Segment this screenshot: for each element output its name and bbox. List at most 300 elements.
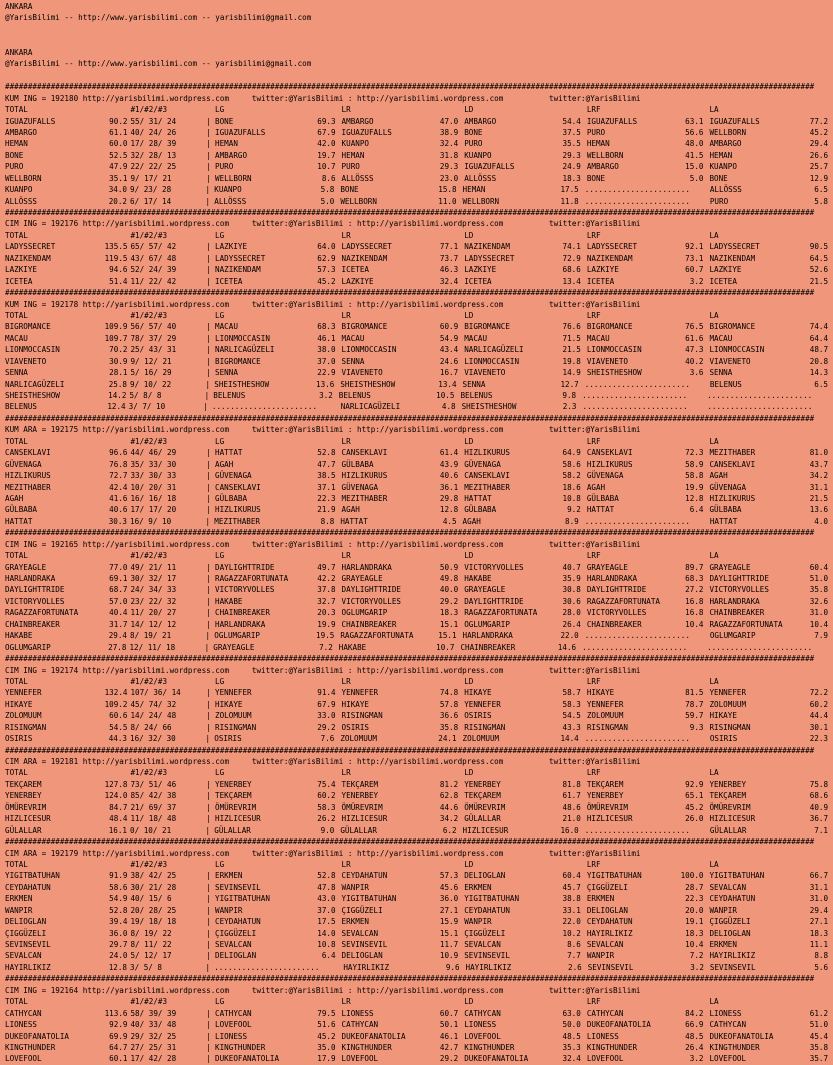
ld-value: 35.5 bbox=[562, 139, 581, 149]
column-divider: | bbox=[206, 1020, 211, 1030]
lr-value: 15.8 bbox=[438, 185, 457, 195]
lrf-horse: GRAYEAGLE bbox=[586, 562, 628, 572]
horse-name: GRAYEAGLE bbox=[5, 562, 47, 572]
lg-horse: ALLÖSSS bbox=[214, 196, 247, 206]
la-value: 13.6 bbox=[809, 505, 829, 515]
lg-value: 8.6 bbox=[321, 173, 336, 183]
table-row bbox=[5, 333, 828, 344]
la-horse: YENNEFER bbox=[709, 688, 747, 698]
la-horse: ALLÖSSS bbox=[709, 185, 742, 195]
ld-value: 16.0 bbox=[560, 825, 579, 835]
placings: 35/ 33/ 30 bbox=[130, 459, 177, 469]
placings: 6/ 17/ 14 bbox=[130, 196, 172, 206]
horse-name: CATHYCAN bbox=[5, 1008, 42, 1018]
lg-value: 43.0 bbox=[317, 894, 336, 904]
lr-value: 60.9 bbox=[439, 322, 459, 332]
ld-horse: BIGROMANCE bbox=[464, 322, 510, 332]
lrf-horse: HIKAYE bbox=[586, 688, 615, 698]
lr-value: 32.4 bbox=[439, 139, 459, 149]
la-value: 4.0 bbox=[814, 516, 828, 526]
table-row bbox=[5, 710, 828, 721]
placings: 40/ 33/ 48 bbox=[130, 1020, 177, 1030]
lr-value: 42.7 bbox=[439, 1042, 459, 1052]
table-row bbox=[5, 607, 828, 618]
ld-horse: HATTAT bbox=[464, 493, 492, 503]
lr-horse: OGLUMGARIP bbox=[341, 608, 388, 618]
column-header: LA bbox=[709, 310, 719, 320]
lr-value: 50.1 bbox=[439, 1020, 459, 1030]
column-header bbox=[554, 767, 581, 778]
la-horse: WANPIR bbox=[709, 905, 737, 915]
table-row bbox=[5, 642, 828, 653]
column-header bbox=[431, 859, 458, 870]
ld-horse: CATHYCAN bbox=[464, 1008, 501, 1018]
column-header: LD bbox=[464, 310, 474, 320]
column-header bbox=[94, 676, 127, 687]
lr-horse: LOVEFOOL bbox=[341, 1054, 379, 1064]
column-divider: | bbox=[205, 516, 211, 526]
lrf-value: 28.7 bbox=[685, 882, 704, 892]
lrf-horse: MACAU bbox=[586, 333, 610, 343]
horse-name: ÇIGGÜZELI bbox=[5, 928, 47, 938]
race-section bbox=[5, 81, 828, 207]
horse-name: SEVALCAN bbox=[5, 951, 42, 961]
placings: 55/ 31/ 24 bbox=[130, 116, 177, 126]
lr-horse: BELENUS bbox=[338, 391, 371, 400]
ld-value: 14.4 bbox=[560, 734, 579, 744]
lr-value: 43.4 bbox=[439, 345, 459, 355]
lrf-value: 92.9 bbox=[685, 779, 704, 789]
lr-horse: ERKMEN bbox=[341, 917, 369, 927]
lg-value: 10.8 bbox=[317, 940, 336, 949]
ld-value: 37.5 bbox=[562, 127, 581, 137]
horse-name: HAYIRLIKIZ bbox=[5, 962, 51, 972]
placings: 24/ 34/ 33 bbox=[130, 585, 177, 595]
lrf-value: 26.0 bbox=[685, 814, 704, 824]
column-header-row bbox=[5, 310, 828, 321]
lrf-horse: LAZKIYE bbox=[586, 265, 619, 275]
separator-line: ################################################################################################################################################################################# bbox=[5, 745, 815, 755]
table-row bbox=[5, 722, 828, 733]
lrf-value: 40.2 bbox=[685, 356, 704, 366]
lg-value: 8.8 bbox=[320, 516, 335, 526]
lrf-horse: GÜVENAGA bbox=[586, 471, 624, 481]
lr-horse: RISINGMAN bbox=[341, 711, 383, 721]
total-score: 60.0 bbox=[109, 139, 128, 149]
race-sections bbox=[5, 81, 828, 1065]
lrf-value bbox=[674, 642, 701, 653]
ld-value: 2.6 bbox=[568, 962, 582, 972]
la-value: 75.8 bbox=[809, 779, 829, 789]
lg-horse: OGLUMGARIP bbox=[214, 631, 260, 641]
lg-horse: CEYDAHATUN bbox=[215, 917, 261, 927]
la-value: 35.8 bbox=[809, 1042, 829, 1052]
lr-value: 29.2 bbox=[439, 596, 459, 606]
ld-value: 11.8 bbox=[560, 196, 579, 206]
lg-horse: BIGROMANCE bbox=[215, 356, 261, 366]
ld-value: 71.5 bbox=[562, 333, 581, 343]
ld-horse: RISINGMAN bbox=[464, 722, 506, 732]
lrf-value bbox=[677, 379, 704, 390]
lg-value: 45.2 bbox=[317, 276, 336, 286]
lg-value: 52.8 bbox=[317, 448, 336, 458]
la-horse: SEVALCAN bbox=[709, 882, 747, 892]
la-horse: HIZLICESUR bbox=[709, 814, 756, 824]
lrf-horse: KINGTHUNDER bbox=[586, 1042, 638, 1052]
total-score: 12.4 bbox=[107, 402, 126, 412]
lrf-value: 45.2 bbox=[685, 802, 704, 812]
column-header bbox=[308, 104, 335, 115]
la-value: 68.6 bbox=[809, 791, 829, 801]
ld-value: 24.9 bbox=[562, 162, 581, 172]
horse-name: GÜLALLAR bbox=[5, 825, 42, 835]
lrf-horse: DAYLIGHTTRIDE bbox=[586, 585, 647, 595]
lrf-value bbox=[677, 630, 704, 641]
la-horse: YIGITBATUHAN bbox=[709, 871, 765, 881]
lrf-horse: NAZIKENDAM bbox=[586, 253, 633, 263]
column-header bbox=[308, 550, 335, 561]
lr-horse: OSIRIS bbox=[341, 722, 369, 732]
ld-horse: KUANPO bbox=[464, 150, 492, 160]
column-header bbox=[431, 550, 458, 561]
lr-value: 4.5 bbox=[442, 516, 457, 526]
lg-horse: SENNA bbox=[215, 368, 238, 378]
column-header: LR bbox=[341, 768, 351, 778]
horse-name: BONE bbox=[5, 150, 24, 160]
column-header bbox=[206, 996, 215, 1007]
column-header bbox=[206, 310, 215, 321]
placings: 16/ 9/ 10 bbox=[130, 516, 172, 526]
la-value: 31.0 bbox=[809, 608, 829, 618]
lr-value: 12.8 bbox=[439, 505, 459, 515]
column-header: LG bbox=[215, 551, 225, 561]
total-score: 44.3 bbox=[108, 734, 128, 744]
total-score: 28.1 bbox=[109, 368, 128, 378]
lrf-value: 78.7 bbox=[685, 699, 704, 709]
lg-horse: ....................... bbox=[214, 962, 320, 972]
placings: 49/ 21/ 11 bbox=[130, 562, 177, 572]
la-horse: SEVINSEVIL bbox=[709, 962, 756, 972]
ld-value: 54.4 bbox=[562, 116, 581, 126]
lr-horse: GRAYEAGLE bbox=[341, 574, 383, 583]
lg-horse: HATTAT bbox=[215, 448, 243, 458]
placings: 38/ 42/ 25 bbox=[130, 871, 177, 881]
ld-horse: NAZIKENDAM bbox=[464, 242, 510, 252]
lrf-horse: YENNEFER bbox=[586, 699, 624, 709]
la-horse: CANSEKLAVI bbox=[709, 459, 756, 469]
lg-horse: RISINGMAN bbox=[215, 722, 257, 732]
column-header-row bbox=[5, 859, 828, 870]
lr-horse: ÖMÜREVRIM bbox=[341, 802, 383, 812]
la-horse: CHAINBREAKER bbox=[709, 608, 765, 618]
total-score: 16.1 bbox=[108, 825, 128, 835]
placings: 25/ 43/ 31 bbox=[130, 345, 177, 355]
horse-name: GÜLBABA bbox=[5, 505, 38, 515]
horse-name: BIGROMANCE bbox=[5, 322, 51, 332]
la-horse: CEYDAHATUN bbox=[709, 894, 756, 904]
table-row bbox=[5, 596, 828, 607]
column-header bbox=[799, 996, 828, 1007]
la-horse: AGAH bbox=[709, 471, 728, 481]
column-header: #1/#2/#3 bbox=[130, 859, 168, 869]
column-header: LR bbox=[341, 310, 351, 320]
horse-name: ALLÖSSS bbox=[5, 196, 38, 206]
table-row bbox=[5, 138, 828, 149]
column-header bbox=[676, 767, 703, 778]
ld-horse: GÜVENAGA bbox=[464, 459, 501, 469]
lrf-horse: ....................... bbox=[584, 734, 690, 744]
lrf-horse: ZOLOMUUM bbox=[586, 711, 624, 721]
placings: 5/ 16/ 29 bbox=[130, 368, 172, 378]
lg-value: 26.2 bbox=[317, 814, 336, 824]
lg-value: 5.0 bbox=[320, 196, 335, 206]
table-row bbox=[5, 379, 828, 390]
la-value: 26.6 bbox=[809, 150, 829, 160]
column-header bbox=[431, 310, 458, 321]
la-value: 14.3 bbox=[809, 368, 829, 378]
horse-name: DELIOGLAN bbox=[5, 917, 47, 927]
lrf-value: 16.8 bbox=[685, 596, 704, 606]
lg-value: 20.3 bbox=[317, 608, 336, 618]
placings: 8/ 19/ 21 bbox=[130, 631, 172, 641]
table-row bbox=[5, 950, 828, 961]
lr-horse: CHAINBREAKER bbox=[341, 619, 397, 629]
la-value: 64.4 bbox=[809, 333, 829, 343]
ld-value: 8.6 bbox=[567, 940, 581, 949]
column-header bbox=[799, 676, 828, 687]
horse-name: HARLANDRAKA bbox=[5, 574, 56, 583]
lrf-horse: HAYIRLIKIZ bbox=[586, 928, 633, 938]
race-title: KUM ING = 192180 http://yarisbilimi.wordpress.com twitter:@YarisBilimi : http://yarisbilimi.wordpress.com twitter:@YarisBilimi bbox=[5, 93, 641, 103]
lr-value: 38.9 bbox=[439, 127, 459, 137]
total-score: 94.6 bbox=[109, 265, 128, 275]
placings: 27/ 25/ 31 bbox=[130, 1042, 177, 1052]
lg-value: 9.0 bbox=[320, 825, 335, 835]
column-header-row bbox=[5, 230, 828, 241]
column-header bbox=[308, 676, 335, 687]
placings: 107/ 36/ 14 bbox=[130, 688, 181, 698]
table-row bbox=[5, 356, 828, 367]
la-value: 6.5 bbox=[814, 379, 828, 389]
column-divider: | bbox=[206, 722, 211, 732]
placings: 5/ 12/ 17 bbox=[130, 951, 172, 961]
lr-value: 32.4 bbox=[439, 276, 459, 286]
la-value: 29.4 bbox=[809, 905, 829, 915]
table-row bbox=[5, 630, 828, 641]
horse-name: CHAINBREAKER bbox=[5, 619, 60, 629]
la-value: 32.6 bbox=[809, 596, 829, 606]
horse-name: CANSEKLAVI bbox=[5, 448, 51, 458]
lrf-horse: SHEISTHESHOW bbox=[586, 368, 642, 378]
column-header: LD bbox=[464, 551, 474, 561]
lrf-value: 92.1 bbox=[685, 242, 704, 252]
blank-line bbox=[5, 70, 828, 81]
ld-value: 68.6 bbox=[562, 265, 581, 275]
table-row bbox=[5, 482, 828, 493]
total-score: 77.0 bbox=[109, 562, 128, 572]
column-header bbox=[308, 436, 335, 447]
contact-line: @YarisBilimi -- http://www.yarisbilimi.com -- yarisbilimi@gmail.com bbox=[5, 13, 312, 23]
la-horse: ZOLOMUUM bbox=[709, 699, 747, 709]
total-score: 54.9 bbox=[109, 894, 128, 904]
column-divider: | bbox=[206, 1054, 211, 1064]
lr-value: 34.2 bbox=[439, 814, 459, 824]
race-section bbox=[5, 287, 828, 413]
lrf-horse: CATHYCAN bbox=[586, 1008, 624, 1018]
la-horse: VIAVENETO bbox=[709, 356, 751, 366]
lr-value: 31.8 bbox=[439, 150, 459, 160]
ld-value: 58.7 bbox=[562, 688, 581, 698]
la-horse: GÜLBABA bbox=[709, 505, 742, 515]
lr-value: 13.4 bbox=[438, 379, 457, 389]
column-divider: | bbox=[206, 1008, 211, 1018]
lg-value: 14.0 bbox=[317, 928, 336, 938]
total-score: 20.2 bbox=[108, 196, 128, 206]
lg-value: 69.3 bbox=[317, 116, 336, 126]
ld-value: 30.8 bbox=[562, 585, 581, 595]
lr-value: 15.1 bbox=[438, 631, 457, 641]
lr-horse: DAYLIGHTTRIDE bbox=[341, 585, 401, 595]
race-title: CIM ARA = 192179 http://yarisbilimi.wordpress.com twitter:@YarisBilimi : http://yarisbilimi.wordpress.com twitter:@YarisBilimi bbox=[5, 848, 641, 858]
column-divider: | bbox=[206, 471, 211, 481]
la-value: 12.9 bbox=[809, 173, 829, 183]
lrf-value: 3.2 bbox=[689, 1054, 704, 1064]
la-horse: GÜLALLAR bbox=[709, 825, 747, 835]
table-row bbox=[5, 1031, 828, 1042]
total-score: 127.8 bbox=[104, 779, 128, 789]
la-horse: HIZLIKURUS bbox=[709, 493, 756, 503]
lrf-horse: ICETEA bbox=[586, 276, 615, 286]
column-header bbox=[799, 310, 828, 321]
lrf-value: 10.4 bbox=[685, 619, 704, 629]
column-header: TOTAL bbox=[5, 436, 28, 446]
lg-horse: DUKEOFANATOLIA bbox=[215, 1054, 280, 1064]
ld-horse: DUKEOFANATOLIA bbox=[464, 1054, 529, 1064]
column-divider: | bbox=[206, 802, 211, 812]
ld-horse: SENNA bbox=[462, 379, 486, 389]
lr-value: 81.2 bbox=[439, 779, 459, 789]
lrf-horse: TEKÇAREM bbox=[586, 779, 624, 789]
lr-value: 46.1 bbox=[439, 1031, 459, 1041]
table-row bbox=[5, 825, 828, 836]
ld-value: 48.6 bbox=[562, 802, 581, 812]
lrf-value: 6.4 bbox=[689, 505, 704, 515]
lr-value: 60.7 bbox=[439, 1008, 459, 1018]
lg-horse: AMBARGO bbox=[215, 150, 248, 160]
lrf-value: 18.3 bbox=[685, 928, 704, 938]
la-horse: PURO bbox=[709, 196, 729, 206]
lr-horse: TEKÇAREM bbox=[341, 779, 379, 789]
la-horse: IGUAZUFALLS bbox=[709, 116, 760, 126]
placings: 8/ 19/ 22 bbox=[130, 928, 172, 938]
column-divider: | bbox=[206, 493, 211, 503]
total-score: 41.6 bbox=[109, 493, 128, 503]
la-value: 60.2 bbox=[809, 699, 829, 709]
column-header: LD bbox=[464, 436, 474, 446]
ld-value: 58.2 bbox=[562, 471, 581, 481]
column-header bbox=[431, 104, 458, 115]
total-score: 34.0 bbox=[108, 185, 128, 195]
la-value: 21.5 bbox=[809, 493, 829, 503]
total-score: 132.4 bbox=[104, 688, 128, 698]
la-value: 72.2 bbox=[809, 688, 829, 698]
lg-value bbox=[308, 401, 335, 412]
lrf-value: 3.2 bbox=[689, 276, 704, 286]
lg-horse: NARLICAGÜZELI bbox=[215, 345, 275, 355]
table-row bbox=[5, 344, 828, 355]
lrf-value bbox=[677, 516, 704, 527]
lg-value: 22.3 bbox=[317, 493, 336, 503]
column-header: #1/#2/#3 bbox=[130, 310, 168, 320]
lrf-horse: ....................... bbox=[584, 825, 690, 835]
placings: 20/ 28/ 25 bbox=[130, 905, 177, 915]
horse-name: CEYDAHATUN bbox=[5, 882, 51, 892]
la-horse: SENNA bbox=[709, 368, 733, 378]
table-row bbox=[5, 276, 828, 287]
column-divider: | bbox=[206, 139, 211, 149]
table-row bbox=[5, 253, 828, 264]
ld-horse: AGAH bbox=[462, 516, 481, 526]
lg-value: 60.2 bbox=[317, 791, 336, 801]
lrf-horse: ....................... bbox=[584, 185, 690, 195]
race-section bbox=[5, 653, 828, 745]
ld-value: 22.0 bbox=[562, 917, 581, 927]
separator-line: ################################################################################################################################################################################# bbox=[5, 288, 815, 298]
ld-value: 64.9 bbox=[562, 448, 581, 458]
lr-horse: WANPIR bbox=[341, 882, 369, 892]
horse-name: HEMAN bbox=[5, 139, 28, 149]
horse-name: VIAVENETO bbox=[5, 356, 47, 366]
lr-value: 16.7 bbox=[439, 368, 459, 378]
total-score: 36.0 bbox=[109, 928, 128, 938]
horse-name: PURO bbox=[5, 162, 24, 172]
column-divider: | bbox=[206, 173, 211, 183]
lg-horse: IGUAZUFALLS bbox=[215, 127, 266, 137]
lr-horse: CANSEKLAVI bbox=[341, 448, 388, 458]
table-row bbox=[5, 196, 828, 207]
lr-value: 4.8 bbox=[441, 402, 456, 412]
total-score: 12.8 bbox=[108, 962, 127, 972]
column-header bbox=[94, 230, 127, 241]
lrf-horse: LOVEFOOL bbox=[586, 1054, 624, 1064]
lr-horse: HIZLICESUR bbox=[341, 814, 388, 824]
ld-horse: MEZITHABER bbox=[464, 482, 510, 492]
lg-horse: YENERBEY bbox=[215, 779, 252, 789]
lr-value: 15.9 bbox=[439, 917, 459, 927]
lr-horse: SEVALCAN bbox=[341, 928, 379, 938]
la-value: 22.3 bbox=[809, 734, 828, 744]
ld-horse: HIZLICESUR bbox=[462, 825, 509, 835]
la-horse: DUKEOFANATOLIA bbox=[709, 1031, 774, 1041]
column-header bbox=[676, 676, 703, 687]
placings: 40/ 15/ 6 bbox=[130, 894, 172, 904]
lrf-value: 9.3 bbox=[689, 722, 704, 732]
la-horse: LOVEFOOL bbox=[709, 1054, 747, 1064]
total-score: 54.5 bbox=[109, 722, 128, 732]
lg-value: 7.6 bbox=[320, 734, 335, 744]
lg-horse: CANSEKLAVI bbox=[215, 482, 261, 492]
lrf-value: 66.9 bbox=[685, 1020, 704, 1030]
la-value: 60.4 bbox=[809, 562, 829, 572]
lr-horse: HEMAN bbox=[341, 150, 365, 160]
column-header bbox=[554, 104, 581, 115]
column-header: LA bbox=[709, 230, 719, 240]
column-header: TOTAL bbox=[5, 310, 28, 320]
total-score: 30.9 bbox=[109, 356, 128, 366]
ld-value: 18.6 bbox=[562, 482, 581, 492]
placings: 32/ 28/ 13 bbox=[130, 150, 177, 160]
lg-value: 49.7 bbox=[317, 562, 336, 572]
